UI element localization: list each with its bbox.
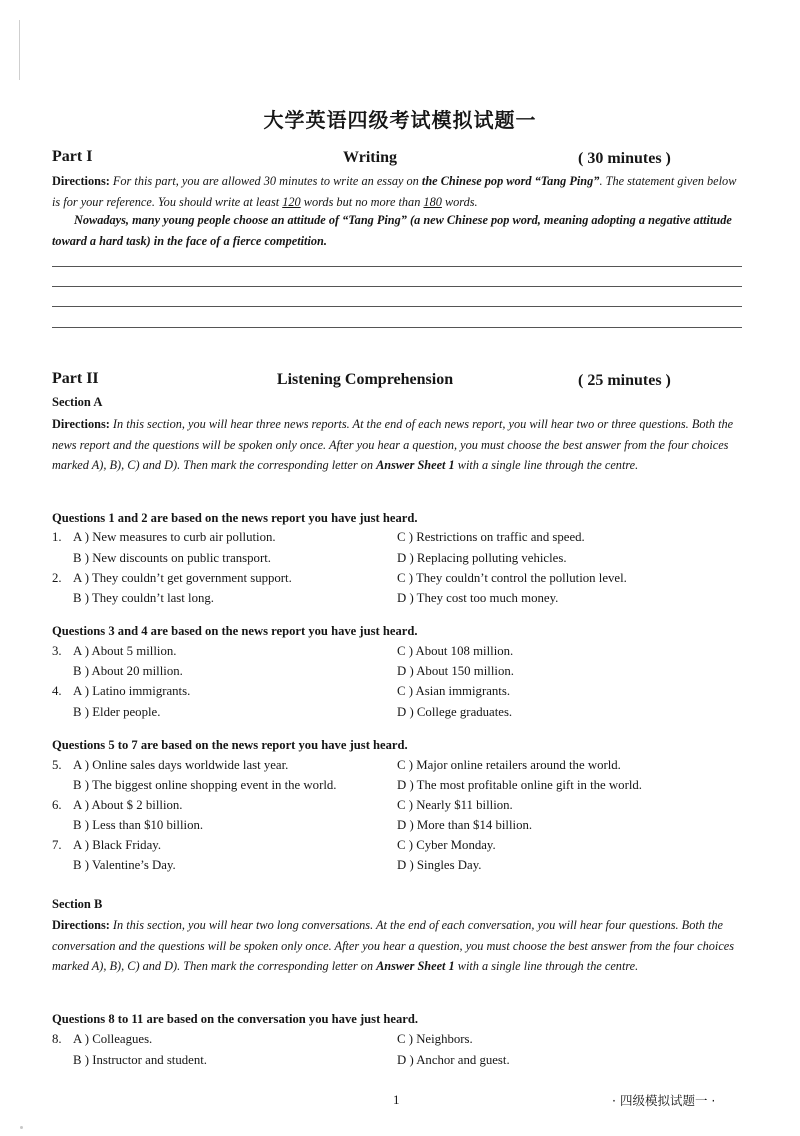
option-d: D ) College graduates.: [397, 705, 513, 719]
option-c: C ) About 108 million.: [397, 644, 514, 658]
part2-label: Part II: [52, 370, 99, 387]
option-c: C ) Cyber Monday.: [397, 838, 496, 852]
max-words: 180: [423, 194, 442, 209]
option-a: A ) About 5 million.: [73, 644, 177, 658]
question-number: 5.: [52, 758, 62, 772]
option-d: D ) Replacing polluting vehicles.: [397, 551, 567, 565]
part1-time: ( 30 minutes ): [578, 150, 671, 167]
question-number: 8.: [52, 1032, 62, 1046]
option-b: B ) Elder people.: [73, 705, 161, 719]
part1-directions: [52, 171, 742, 212]
option-a: A ) About $ 2 billion.: [73, 798, 183, 812]
section-b-label: Section B: [52, 897, 103, 911]
question-number: 7.: [52, 838, 62, 852]
directions-text: In this section, you will hear two long conversations. At the end of each conversation, you will hear four questions. Both the conversation and the questions will be spoken only once. After you hear a question, you must choose the best answer from the four choices marked A), B), C) and D). Then mark the corresponding letter on: [52, 918, 735, 973]
question-group-heading: Questions 5 to 7 are based on the news report you have just heard.: [52, 738, 408, 752]
question-number: 2.: [52, 571, 62, 585]
part1-label: Part I: [52, 148, 93, 165]
option-a: A ) Online sales days worldwide last year.: [73, 758, 289, 772]
part2-time: ( 25 minutes ): [578, 372, 671, 389]
question-number: 3.: [52, 644, 62, 658]
option-a: A ) New measures to curb air pollution.: [73, 530, 276, 544]
directions-text: words but no more than: [300, 194, 424, 209]
directions-text: words.: [441, 194, 478, 209]
page-number: 1: [393, 1092, 400, 1107]
option-c: C ) Asian immigrants.: [397, 684, 511, 698]
directions-label: Directions:: [52, 417, 110, 431]
writing-line: [52, 266, 742, 267]
option-c: C ) Nearly $11 billion.: [397, 798, 513, 812]
scan-edge-dot: [20, 1126, 23, 1129]
page-title: 大学英语四级考试模拟试题一: [263, 108, 537, 132]
directions-text: In this section, you will hear three news reports. At the end of each news report, you will hear two or three questions. Both the news report and the questions will be spoken only once. After you hear a question, you must choose the best answer from the four choices marked A), B), C) and D). Then mark the corresponding letter on: [52, 417, 734, 472]
scan-edge-line: [19, 20, 20, 80]
essay-prompt: Nowadays, many young people choose an attitude of “Tang Ping” (a new Chinese pop word, meaning adopting a negative attitude toward a hard task) in the face of a fierce competition.: [52, 213, 732, 248]
min-words: 120: [282, 194, 301, 209]
question-number: 1.: [52, 530, 62, 544]
option-a: A ) They couldn’t get government support.: [73, 571, 292, 585]
option-d: D ) They cost too much money.: [397, 591, 559, 605]
option-b: B ) Instructor and student.: [73, 1053, 207, 1067]
writing-line: [52, 327, 742, 328]
directions-text: with a single line through the centre.: [454, 458, 639, 472]
directions-label: Directions:: [52, 174, 110, 188]
option-d: D ) Anchor and guest.: [397, 1053, 510, 1067]
option-a: A ) Colleagues.: [73, 1032, 153, 1046]
part1-title: Writing: [343, 149, 397, 166]
option-c: C ) Neighbors.: [397, 1032, 473, 1046]
option-b: B ) The biggest online shopping event in the world.: [73, 778, 337, 792]
directions-text: For this part, you are allowed 30 minutes to write an essay on: [109, 174, 422, 188]
option-b: B ) New discounts on public transport.: [73, 551, 271, 565]
option-c: C ) They couldn’t control the pollution level.: [397, 571, 627, 585]
question-group-heading: Questions 1 and 2 are based on the news report you have just heard.: [52, 511, 418, 525]
directions-label: Directions:: [52, 918, 110, 932]
question-group-heading: Questions 3 and 4 are based on the news report you have just heard.: [52, 624, 418, 638]
option-d: D ) More than $14 billion.: [397, 818, 533, 832]
part2-title: Listening Comprehension: [276, 371, 454, 388]
directions-text: . The statement given below is for your reference. You should write at least: [52, 174, 737, 209]
directions-text: with a single line through the centre.: [454, 959, 639, 973]
answer-sheet-label: Answer Sheet 1: [376, 458, 455, 472]
option-b: B ) Less than $10 billion.: [73, 818, 204, 832]
essay-topic: the Chinese pop word “Tang Ping”: [421, 174, 600, 188]
section-a-directions: [52, 414, 742, 476]
option-c: C ) Major online retailers around the world.: [397, 758, 621, 772]
option-b: B ) They couldn’t last long.: [73, 591, 214, 605]
option-a: A ) Black Friday.: [73, 838, 162, 852]
section-b-directions: [52, 915, 742, 977]
option-b: B ) About 20 million.: [73, 664, 183, 678]
answer-sheet-label: Answer Sheet 1: [376, 959, 455, 973]
running-footer: · 四级模拟试题一 ·: [612, 1093, 716, 1108]
option-c: C ) Restrictions on traffic and speed.: [397, 530, 585, 544]
section-a-label: Section A: [52, 395, 103, 409]
option-b: B ) Valentine’s Day.: [73, 858, 176, 872]
option-d: D ) The most profitable online gift in the world.: [397, 778, 642, 792]
question-number: 4.: [52, 684, 62, 698]
writing-line: [52, 286, 742, 287]
option-d: D ) About 150 million.: [397, 664, 514, 678]
writing-line: [52, 306, 742, 307]
option-d: D ) Singles Day.: [397, 858, 482, 872]
option-a: A ) Latino immigrants.: [73, 684, 191, 698]
question-number: 6.: [52, 798, 62, 812]
question-group-heading: Questions 8 to 11 are based on the conversation you have just heard.: [52, 1012, 419, 1026]
